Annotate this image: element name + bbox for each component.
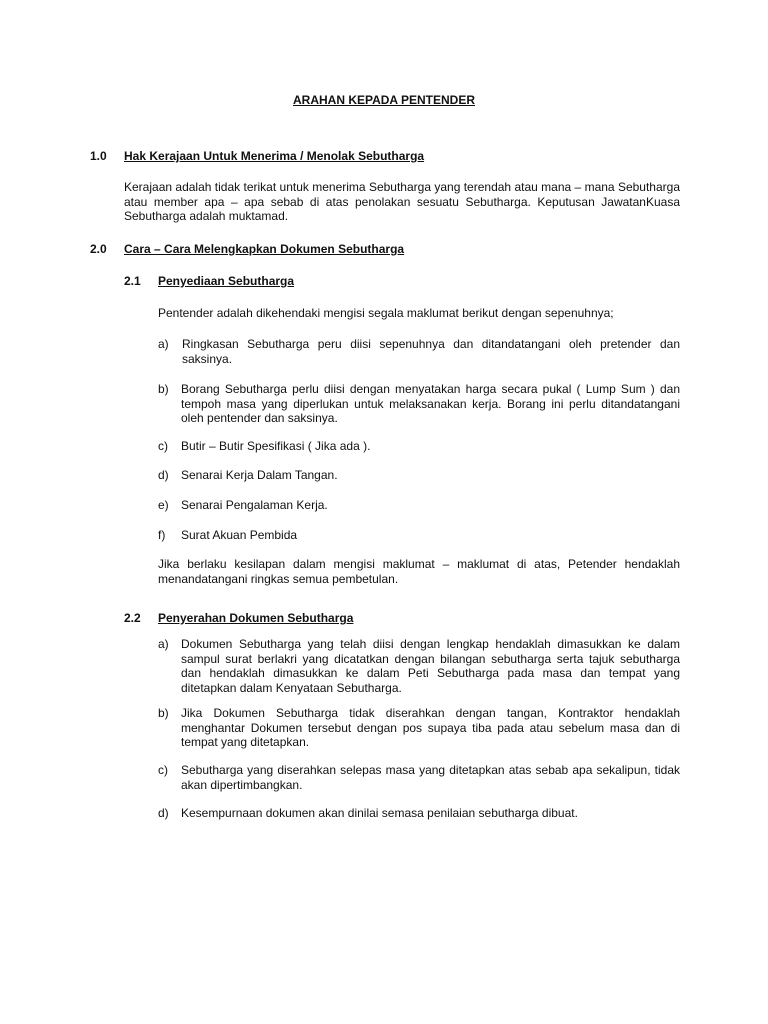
list-item-text: Jika Dokumen Sebutharga tidak diserahkan dengan tangan, Kontraktor hendaklah menghantar Dokumen tersebut dengan pos supaya tiba pada atau sebelum masa dan di tempat yang ditetapkan. xyxy=(181,706,680,750)
list-item xyxy=(158,706,680,750)
list-item-text: Senarai Pengalaman Kerja. xyxy=(181,498,328,512)
list-item xyxy=(158,468,680,483)
list-item-marker: e) xyxy=(158,498,169,512)
list-item-marker: b) xyxy=(158,706,169,720)
list-item-text: Ringkasan Sebutharga peru diisi sepenuhnya dan ditandatangani oleh pretender dan saksinya. xyxy=(182,337,680,366)
section-1-number: 1.0 xyxy=(90,149,107,163)
list-item-marker: a) xyxy=(158,637,169,651)
section-1-paragraph: Kerajaan adalah tidak terikat untuk menerima Sebutharga yang terendah atau mana – mana Sebutharga atau member apa – apa sebab di atas penolakan sesuatu Sebutharga. Keputusan JawatanKuasa Sebutharga adalah muktamad. xyxy=(124,180,680,224)
list-item xyxy=(158,337,680,366)
list-item xyxy=(158,637,680,695)
list-item-text: Butir – Butir Spesifikasi ( Jika ada ). xyxy=(181,439,371,453)
subsection-2-1-intro: Pentender adalah dikehendaki mengisi segala maklumat berikut dengan sepenuhnya; xyxy=(158,306,614,320)
section-2-number: 2.0 xyxy=(90,242,107,256)
list-item xyxy=(158,498,680,513)
subsection-2-1-number: 2.1 xyxy=(124,274,141,288)
section-1-heading: Hak Kerajaan Untuk Menerima / Menolak Sebutharga xyxy=(124,149,425,163)
subsection-2-2-number: 2.2 xyxy=(124,611,141,625)
list-item-text: Dokumen Sebutharga yang telah diisi dengan lengkap hendaklah dimasukkan ke dalam sampul surat berlakri yang dicatatkan dengan bilangan sebutharga serta tajuk sebutharga dan hendaklah dimasukkan ke dalam Peti Sebutharga pada masa dan tempat yang ditetapkan dalam Kenyataan Sebutharga. xyxy=(181,637,680,695)
list-item-marker: a) xyxy=(158,337,169,351)
list-item-marker: b) xyxy=(158,382,169,396)
list-item xyxy=(158,382,680,426)
list-item-text: Senarai Kerja Dalam Tangan. xyxy=(181,468,338,482)
list-item-text: Borang Sebutharga perlu diisi dengan menyatakan harga secara pukal ( Lump Sum ) dan tempoh masa yang diperlukan untuk melaksanakan kerja. Borang ini perlu ditandatangani oleh pentender dan saksinya. xyxy=(181,382,680,426)
list-item-marker: c) xyxy=(158,763,168,777)
list-item xyxy=(158,806,680,821)
section-2-heading: Cara – Cara Melengkapkan Dokumen Sebutharga xyxy=(124,242,405,256)
list-item-text: Sebutharga yang diserahkan selepas masa yang ditetapkan atas sebab apa sekalipun, tidak akan dipertimbangkan. xyxy=(181,763,680,792)
list-item-marker: f) xyxy=(158,528,166,542)
list-item-marker: d) xyxy=(158,806,169,820)
list-item-marker: d) xyxy=(158,468,169,482)
list-item xyxy=(158,763,680,792)
list-item-text: Kesempurnaan dokumen akan dinilai semasa penilaian sebutharga dibuat. xyxy=(181,806,578,820)
subsection-2-1-heading: Penyediaan Sebutharga xyxy=(158,274,295,288)
list-item xyxy=(158,439,680,454)
subsection-2-2-heading: Penyerahan Dokumen Sebutharga xyxy=(158,611,354,625)
subsection-2-1-closing: Jika berlaku kesilapan dalam mengisi maklumat – maklumat di atas, Petender hendaklah menandatangani ringkas semua pembetulan. xyxy=(158,557,680,586)
list-item xyxy=(158,528,680,543)
document-title: ARAHAN KEPADA PENTENDER xyxy=(292,93,475,107)
list-item-marker: c) xyxy=(158,439,168,453)
list-item-text: Surat Akuan Pembida xyxy=(181,528,298,542)
